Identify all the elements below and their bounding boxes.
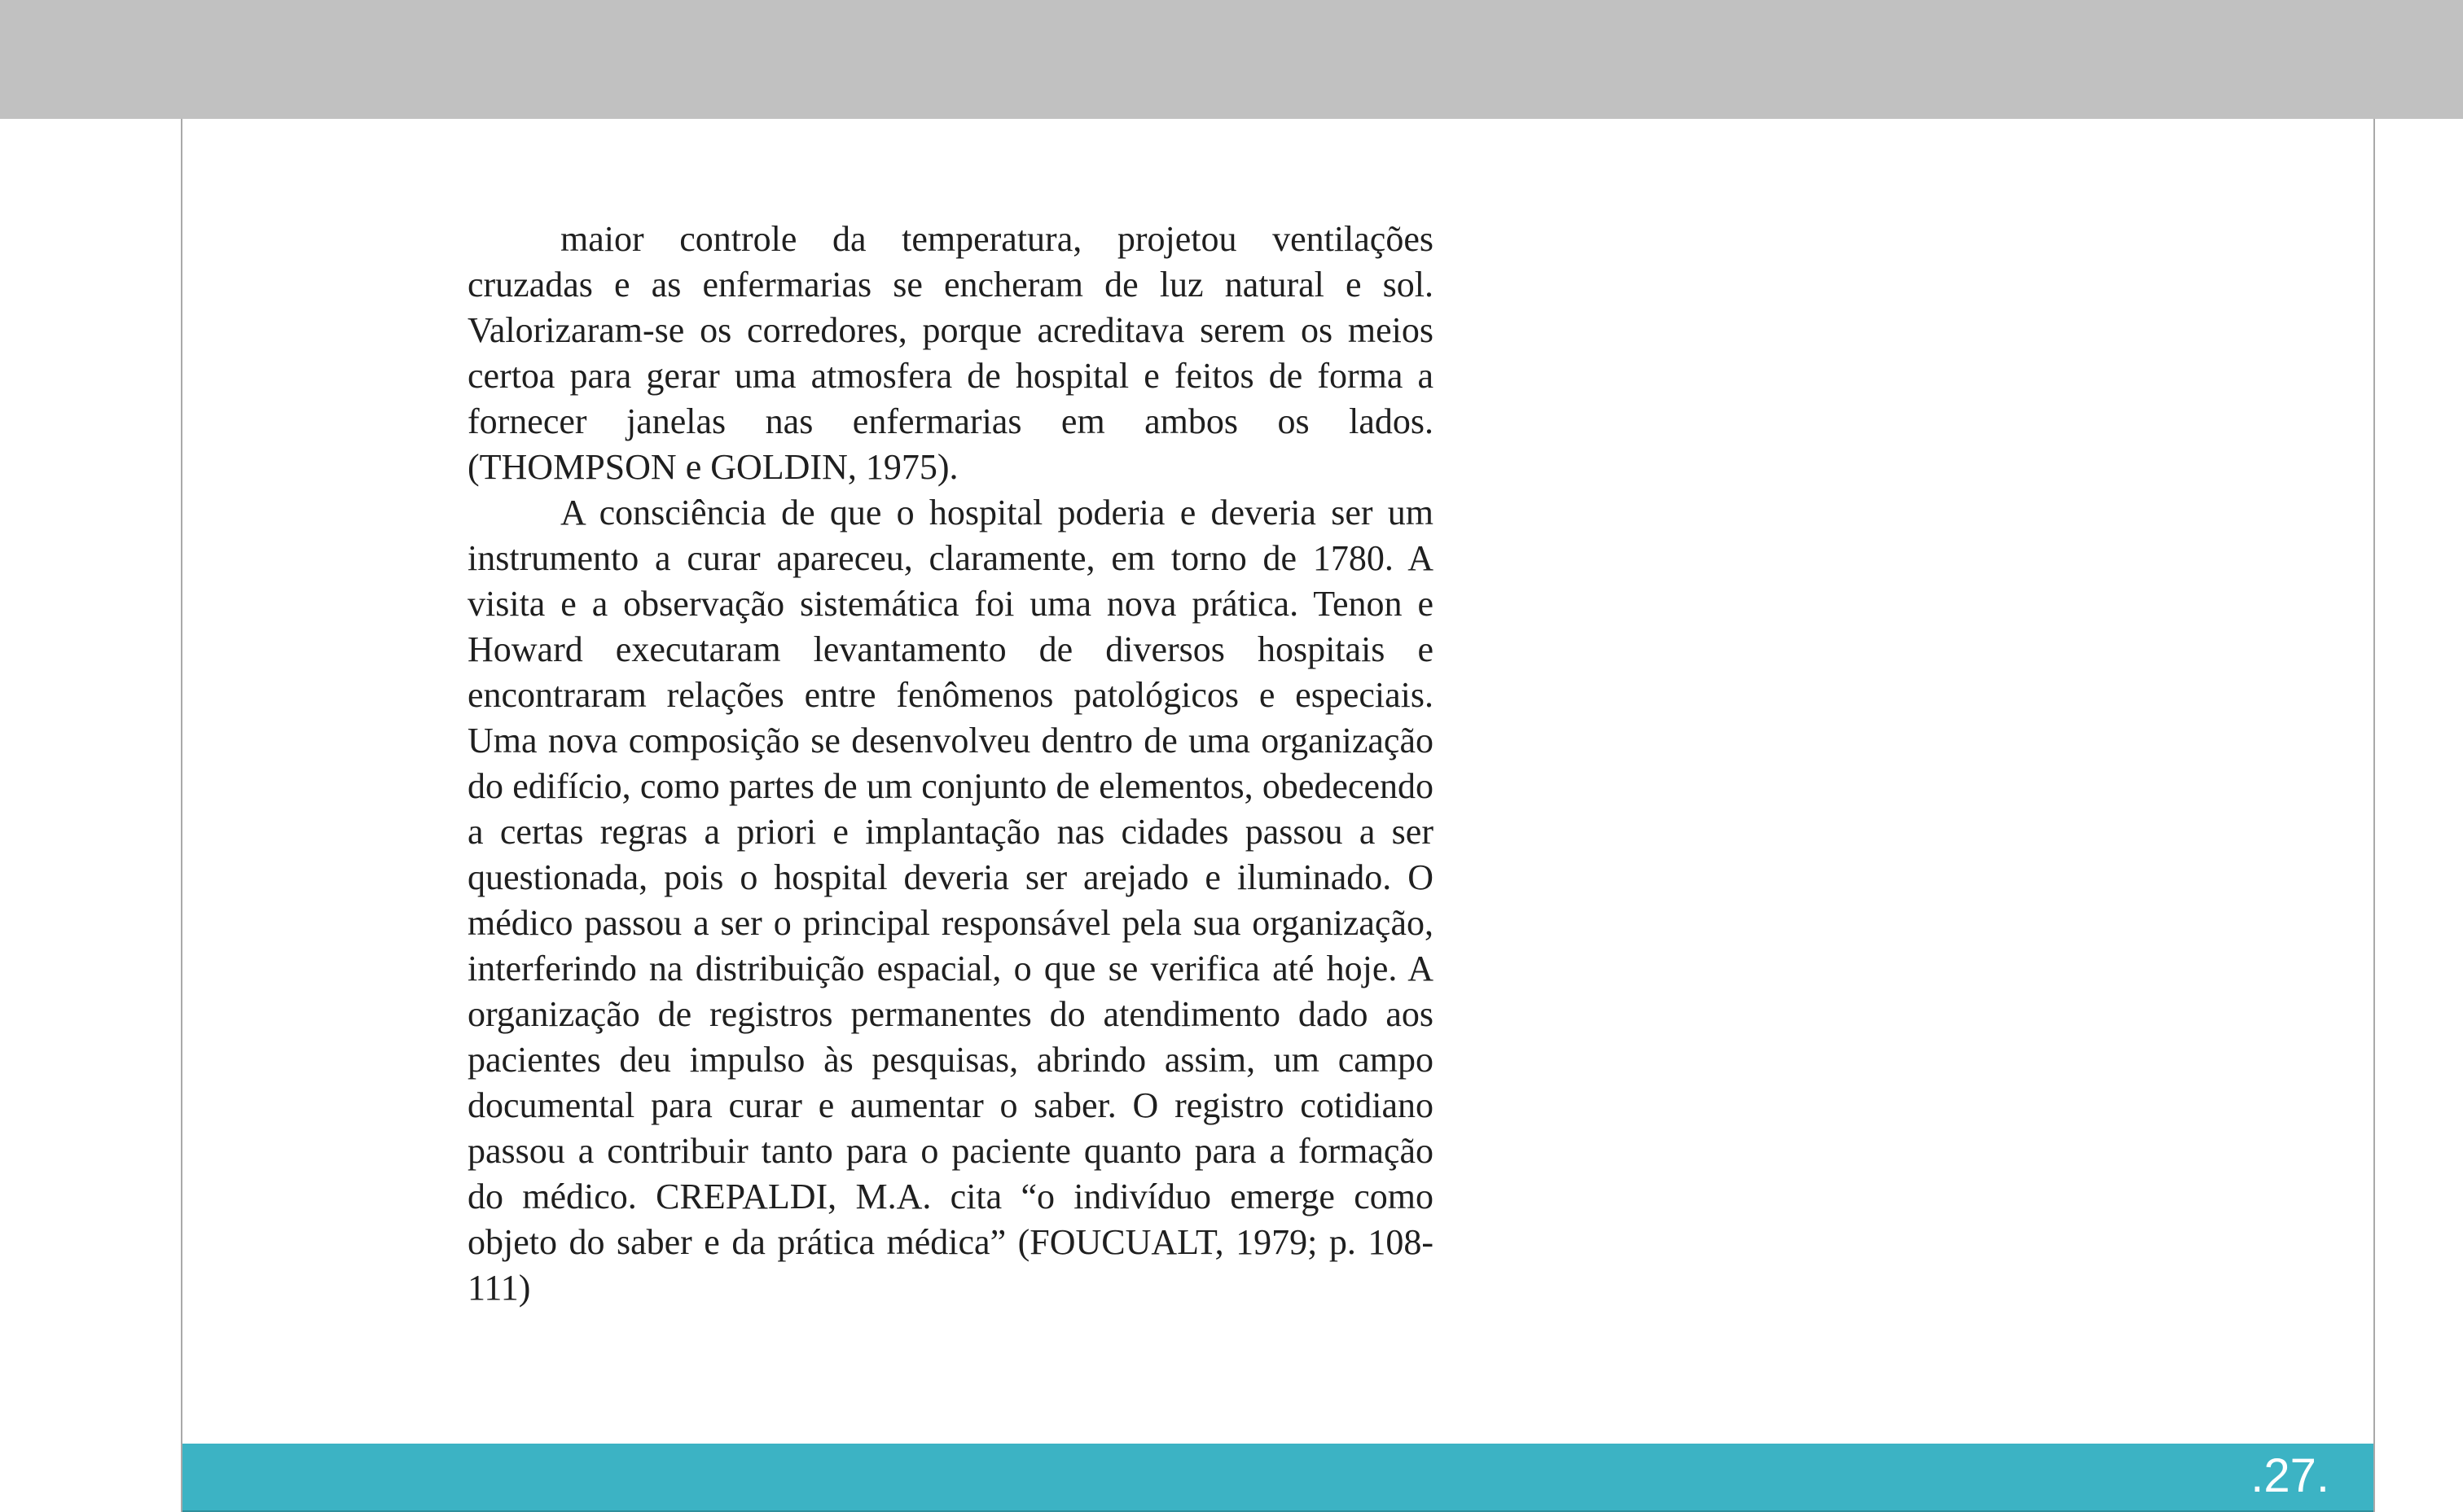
- footer-bar: [182, 1444, 2373, 1512]
- top-gray-bar: [0, 0, 2463, 119]
- body-text-column: [468, 217, 1433, 1311]
- document-page: [181, 119, 2375, 1512]
- paragraph-1: maior controle da temperatura, projetou ventilações cruzadas e as enfermarias se encheram de luz natural e sol. Valorizaram-se os corredores, porque acreditava serem os meios certoa para gerar uma atmosfera de hospital e feitos de forma a fornecer janelas nas enfermarias em ambos os lados. (THOMPSON e GOLDIN, 1975).: [468, 219, 1433, 487]
- paragraph-2: A consciência de que o hospital poderia e deveria ser um instrumento a curar apareceu, claramente, em torno de 1780. A visita e a observação sistemática foi uma nova prática. Tenon e Howard executaram levantamento de diversos hospitais e encontraram relações entre fenômenos patológicos e especiais. Uma nova composição se desenvolveu dentro de uma organização do edifício, como partes de um conjunto de elementos, obedecendo a certas regras a priori e implantação nas cidades passou a ser questionada, pois o hospital deveria ser arejado e iluminado. O médico passou a ser o principal responsável pela sua organização, interferindo na distribuição espacial, o que se verifica até hoje. A organização de registros permanentes do atendimento dado aos pacientes deu impulso às pesquisas, abrindo assim, um campo documental para curar e aumentar o saber. O registro cotidiano passou a contribuir tanto para o paciente quanto para a formação do médico. CREPALDI, M.A. cita “o indivíduo emerge como objeto do saber e da prática médica” (FOUCUALT, 1979; p. 108-111): [468, 493, 1433, 1308]
- page-number: .27.: [2250, 1449, 2329, 1502]
